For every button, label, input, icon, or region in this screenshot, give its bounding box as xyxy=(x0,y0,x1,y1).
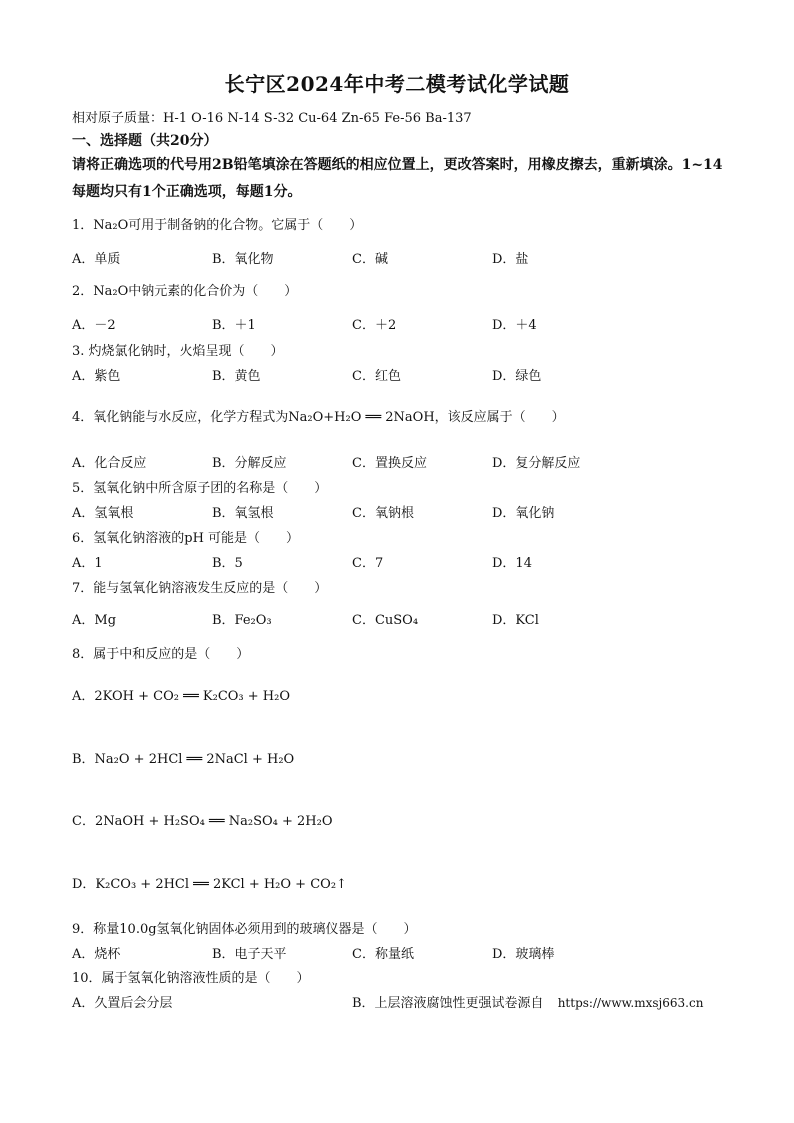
option-b xyxy=(352,992,703,1011)
option-b: B．氧化物 xyxy=(212,252,274,267)
option-b: B．电子天平 xyxy=(212,947,287,962)
option-d: D．盐 xyxy=(492,252,529,267)
option-d: D．＋4 xyxy=(492,318,537,333)
option-b-text: B．上层溶液腐蚀性更强试卷源自 xyxy=(352,996,544,1011)
option-a: A．氢氧根 xyxy=(72,506,134,521)
option-a: A．烧杯 xyxy=(72,947,121,962)
atomic-mass-line: 相对原子质量：H-1 O-16 N-14 S-32 Cu-64 Zn-65 Fe-56 Ba-137 xyxy=(72,111,472,126)
option-a: A．化合反应 xyxy=(72,456,147,471)
option-c: C．7 xyxy=(352,556,384,571)
question-3-stem: 3. 灼烧氯化钠时，火焰呈现（ ） xyxy=(72,344,284,359)
page-title: 长宁区2024年中考二模考试化学试题 xyxy=(224,72,570,96)
option-b: B．Fe₂O₃ xyxy=(212,613,272,628)
question-6-stem: 6．氢氧化钠溶液的pH 可能是（ ） xyxy=(72,531,300,546)
option-c: C．称量纸 xyxy=(352,947,414,962)
question-10-stem: 10．属于氢氧化钠溶液性质的是（ ） xyxy=(72,971,310,986)
option-a: A．单质 xyxy=(72,252,121,267)
question-2-stem: 2．Na₂O中钠元素的化合价为（ ） xyxy=(72,284,298,299)
question-8-option-d: D．K₂CO₃ + 2HCl ══ 2KCl + H₂O + CO₂↑ xyxy=(72,877,347,892)
question-8-stem: 8．属于中和反应的是（ ） xyxy=(72,647,250,662)
option-c: C．＋2 xyxy=(352,318,397,333)
option-a: A．久置后会分层 xyxy=(72,996,173,1011)
instruction-text: 请将正确选项的代号用2B铅笔填涂在答题纸的相应位置上，更改答案时，用橡皮擦去，重新填涂。1~14每题均只有1个正确选项，每题1分。 xyxy=(72,157,723,200)
option-d: D．复分解反应 xyxy=(492,456,581,471)
question-7-stem: 7．能与氢氧化钠溶液发生反应的是（ ） xyxy=(72,581,328,596)
question-8-option-a: A．2KOH + CO₂ ══ K₂CO₃ + H₂O xyxy=(72,689,291,704)
option-b: B．分解反应 xyxy=(212,456,287,471)
option-d: D．14 xyxy=(492,556,532,571)
question-1-stem: 1．Na₂O可用于制备钠的化合物。它属于（ ） xyxy=(72,218,363,233)
option-c: C．氧钠根 xyxy=(352,506,414,521)
question-4-stem: 4．氧化钠能与水反应，化学方程式为Na₂O+H₂O ══ 2NaOH，该反应属于（ ） xyxy=(72,410,565,425)
option-d: D．绿色 xyxy=(492,369,542,384)
option-b: B．氧氢根 xyxy=(212,506,274,521)
option-d: D．氧化钠 xyxy=(492,506,555,521)
option-c: C．CuSO₄ xyxy=(352,613,419,628)
option-d: D．KCl xyxy=(492,613,539,628)
option-b: B．5 xyxy=(212,556,243,571)
option-a: A．－2 xyxy=(72,318,116,333)
question-9-stem: 9．称量10.0g氢氧化钠固体必须用到的玻璃仪器是（ ） xyxy=(72,922,417,937)
option-d: D．玻璃棒 xyxy=(492,947,555,962)
question-8-option-b: B．Na₂O + 2HCl ══ 2NaCl + H₂O xyxy=(72,752,295,767)
option-a: A．紫色 xyxy=(72,369,121,384)
option-a: A．Mg xyxy=(72,613,117,628)
option-c: C．红色 xyxy=(352,369,401,384)
question-8-option-c: C．2NaOH + H₂SO₄ ══ Na₂SO₄ + 2H₂O xyxy=(72,814,333,829)
option-a: A．1 xyxy=(72,556,103,571)
option-b: B．黄色 xyxy=(212,369,261,384)
source-url: https://www.mxsj663.cn xyxy=(557,996,704,1010)
option-c: C．碱 xyxy=(352,252,388,267)
option-c: C．置换反应 xyxy=(352,456,427,471)
section-heading: 一、选择题（共20分） xyxy=(72,133,218,149)
option-b: B．＋1 xyxy=(212,318,256,333)
question-5-stem: 5．氢氧化钠中所含原子团的名称是（ ） xyxy=(72,481,328,496)
